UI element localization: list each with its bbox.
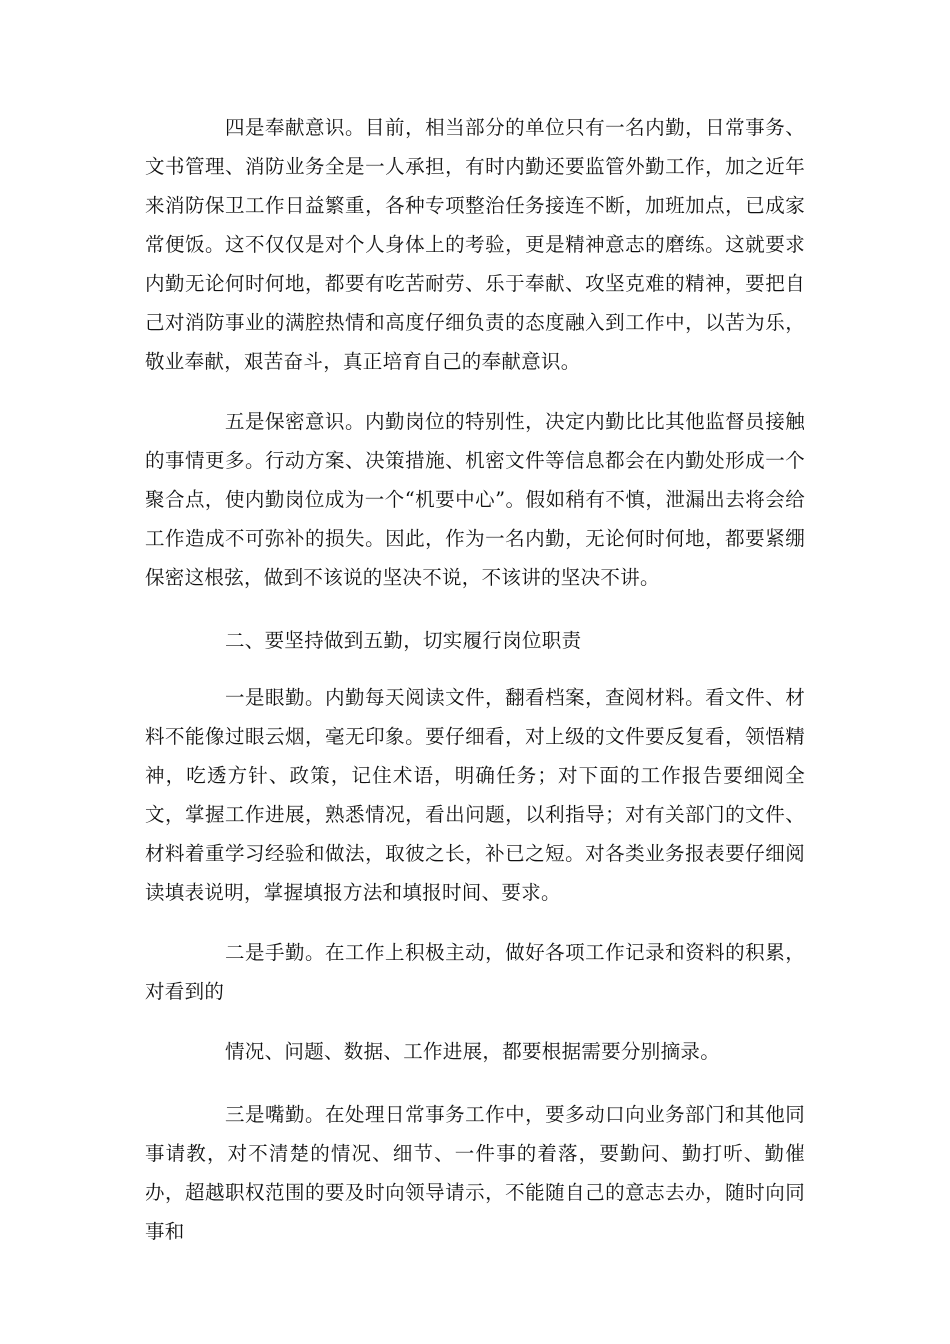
paragraph-eye-diligence: 一是眼勤。内勤每天阅读文件，翻看档案，查阅材料。看文件、材料不能像过眼云烟，毫无印象。要仔细看，对上级的文件要反复看，领悟精神，吃透方针、政策，记住术语，明确任务；对下面的工作报告要细阅全文，掌握工作进展，熟悉情况，看出问题，以利指导；对有关部门的文件、材料着重学习经验和做法，取彼之长，补已之短。对各类业务报表要仔细阅读填表说明，掌握填报方法和填报时间、要求。 [145,686,805,904]
paragraph-contribution-awareness: 四是奉献意识。目前，相当部分的单位只有一名内勤，日常事务、文书管理、消防业务全是一人承担，有时内勤还要监管外勤工作，加之近年来消防保卫工作日益繁重，各种专项整治任务接连不断，加班加点，已成家常便饭。这不仅仅是对个人身体上的考验，更是精神意志的磨练。这就要求内勤无论何时何地，都要有吃苦耐劳、乐于奉献、攻坚克难的精神，要把自己对消防事业的满腔热情和高度仔细负责的态度融入到工作中，以苦为乐，敬业奉献，艰苦奋斗，真正培育自己的奉献意识。 [145,116,805,373]
paragraph-confidentiality-awareness: 五是保密意识。内勤岗位的特别性，决定内勤比比其他监督员接触的事情更多。行动方案、决策措施、机密文件等信息都会在内勤处形成一个聚合点，使内勤岗位成为一个“机要中心”。假如稍有不慎，泄漏出去将会给工作造成不可弥补的损失。因此，作为一名内勤，无论何时何地，都要紧绷保密这根弦，做到不该说的坚决不说，不该讲的坚决不讲。 [145,410,805,589]
paragraph-hand-diligence: 二是手勤。在工作上积极主动，做好各项工作记录和资料的积累，对看到的 [145,941,805,1003]
section-heading-five-diligence: 二、要坚持做到五勤，切实履行岗位职责 [225,629,582,652]
paragraph-hand-diligence-continued: 情况、问题、数据、工作进展，都要根据需要分别摘录。 [225,1040,721,1063]
paragraph-mouth-diligence: 三是嘴勤。在处理日常事务工作中，要多动口向业务部门和其他同事请教，对不清楚的情况、细节、一件事的着落，要勤问、勤打听、勤催办，超越职权范围的要及时向领导请示，不能随自己的意志去办，随时向同事和 [145,1103,805,1243]
